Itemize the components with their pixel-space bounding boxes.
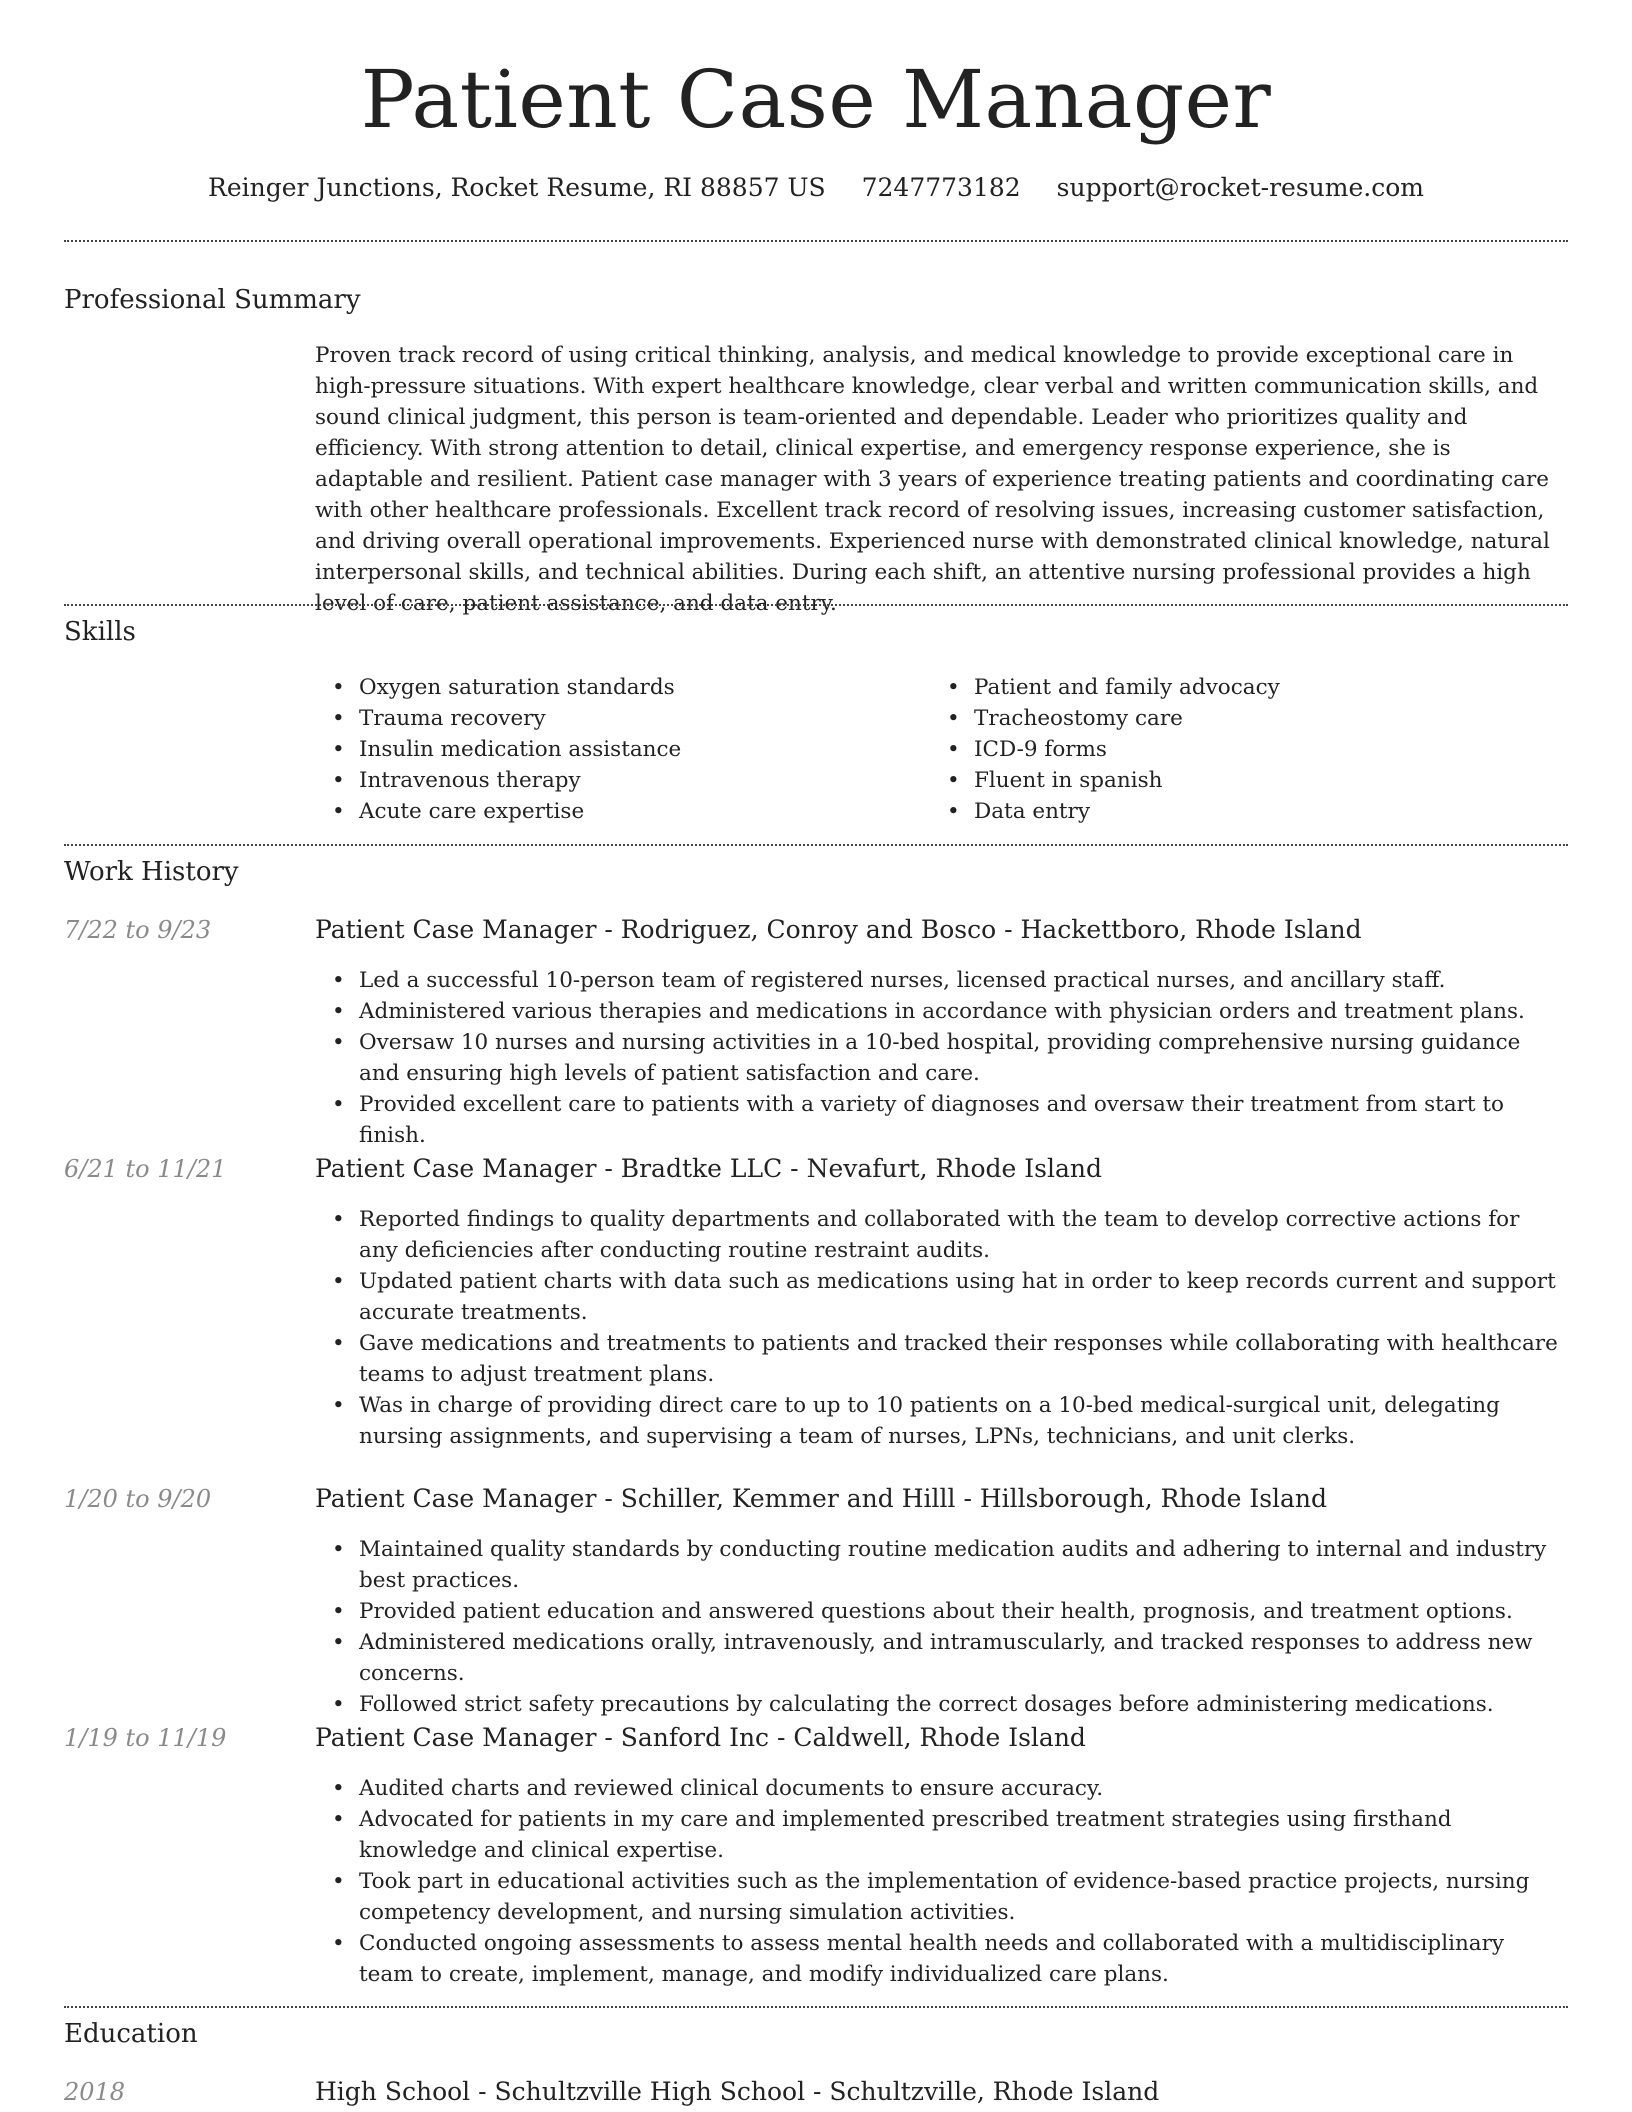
skills-heading: Skills — [64, 617, 136, 647]
skill-item: • Intravenous therapy — [315, 765, 915, 796]
skills-list-left — [315, 672, 915, 827]
skill-item: • Insulin medication assistance — [315, 734, 915, 765]
skill-item: • Tracheostomy care — [930, 703, 1550, 734]
summary-heading: Professional Summary — [64, 285, 361, 315]
job-bullet: • Provided excellent care to patients with a variety of diagnoses and oversaw their treatment from start to finish. — [315, 1089, 1565, 1151]
job-title: Patient Case Manager - Schiller, Kemmer and Hilll - Hillsborough, Rhode Island — [315, 1484, 1328, 1513]
job-title: Patient Case Manager - Rodriguez, Conroy and Bosco - Hackettboro, Rhode Island — [315, 915, 1362, 944]
job-title: Patient Case Manager - Sanford Inc - Caldwell, Rhode Island — [315, 1723, 1086, 1752]
job-bullets — [315, 1204, 1565, 1452]
section-divider — [64, 604, 1568, 606]
job-dates: 1/20 to 9/20 — [64, 1485, 212, 1513]
skill-item: • Patient and family advocacy — [930, 672, 1550, 703]
job-bullet: • Gave medications and treatments to patients and tracked their responses while collaborating with healthcare teams to adjust treatment plans. — [315, 1328, 1565, 1390]
skill-item: • Fluent in spanish — [930, 765, 1550, 796]
job-bullet: • Conducted ongoing assessments to assess mental health needs and collaborated with a multidisciplinary team to create, implement, manage, and modify individualized care plans. — [315, 1928, 1565, 1990]
job-title: Patient Case Manager - Bradtke LLC - Nevafurt, Rhode Island — [315, 1154, 1102, 1183]
skill-item: • Data entry — [930, 796, 1550, 827]
skill-item: • ICD-9 forms — [930, 734, 1550, 765]
job-dates: 1/19 to 11/19 — [64, 1724, 227, 1752]
job-bullet: • Was in charge of providing direct care to up to 10 patients on a 10-bed medical-surgical unit, delegating nursing assignments, and supervising a team of nurses, LPNs, technicians, and unit clerks. — [315, 1390, 1565, 1452]
job-bullet: • Oversaw 10 nurses and nursing activities in a 10-bed hospital, providing comprehensive nursing guidance and ensuring high levels of patient satisfaction and care. — [315, 1027, 1565, 1089]
education-year: 2018 — [64, 2078, 126, 2106]
job-bullets — [315, 965, 1565, 1151]
job-bullet: • Maintained quality standards by conducting routine medication audits and adhering to internal and industry best practices. — [315, 1534, 1565, 1596]
job-bullet: • Administered medications orally, intravenously, and intramuscularly, and tracked responses to address new concerns. — [315, 1627, 1565, 1689]
section-divider — [64, 2006, 1568, 2008]
contact-phone: 7247773182 — [861, 173, 1021, 202]
job-bullet: • Followed strict safety precautions by calculating the correct dosages before administering medications. — [315, 1689, 1565, 1720]
job-bullet: • Administered various therapies and medications in accordance with physician orders and treatment plans. — [315, 996, 1565, 1027]
skill-item: • Trauma recovery — [315, 703, 915, 734]
job-bullet: • Reported findings to quality departments and collaborated with the team to develop corrective actions for any deficiencies after conducting routine restraint audits. — [315, 1204, 1565, 1266]
section-divider — [64, 240, 1568, 242]
contact-address: Reinger Junctions, Rocket Resume, RI 88857 US — [208, 173, 826, 202]
job-bullet: • Audited charts and reviewed clinical documents to ensure accuracy. — [315, 1773, 1565, 1804]
job-bullet: • Updated patient charts with data such as medications using hat in order to keep records current and support accurate treatments. — [315, 1266, 1565, 1328]
skill-item: • Oxygen saturation standards — [315, 672, 915, 703]
work-history-heading: Work History — [64, 857, 239, 887]
candidate-name: Patient Case Manager — [360, 53, 1272, 146]
job-bullet: • Led a successful 10-person team of registered nurses, licensed practical nurses, and ancillary staff. — [315, 965, 1565, 996]
education-heading: Education — [64, 2019, 198, 2049]
contact-line — [0, 170, 1632, 206]
job-dates: 6/21 to 11/21 — [64, 1155, 227, 1183]
job-bullet: • Took part in educational activities such as the implementation of evidence-based practice projects, nursing competency development, and nursing simulation activities. — [315, 1866, 1565, 1928]
job-bullets — [315, 1773, 1565, 1990]
skills-list-right — [930, 672, 1550, 827]
job-dates: 7/22 to 9/23 — [64, 916, 212, 944]
contact-email: support@rocket-resume.com — [1056, 173, 1424, 202]
section-divider — [64, 844, 1568, 846]
education-title: High School - Schultzville High School - Schultzville, Rhode Island — [315, 2077, 1160, 2106]
job-bullets — [315, 1534, 1565, 1720]
job-bullet: • Advocated for patients in my care and implemented prescribed treatment strategies using firsthand knowledge and clinical expertise. — [315, 1804, 1565, 1866]
job-bullet: • Provided patient education and answered questions about their health, prognosis, and treatment options. — [315, 1596, 1565, 1627]
skill-item: • Acute care expertise — [315, 796, 915, 827]
summary-text: Proven track record of using critical thinking, analysis, and medical knowledge to provide exceptional care in high-pressure situations. With expert healthcare knowledge, clear verbal and written communication skills, and sound clinical judgment, this person is team-oriented and dependable. Leader who prioritizes quality and efficiency. With strong attention to detail, clinical expertise, and emergency response experience, she is adaptable and resilient. Patient case manager with 3 years of experience treating patients and coordinating care with other healthcare professionals. Excellent track record of resolving issues, increasing customer satisfaction, and driving overall operational improvements. Experienced nurse with demonstrated clinical knowledge, natural interpersonal skills, and technical abilities. During each shift, an attentive nursing professional provides a high level of care, patient assistance, and data entry. — [315, 343, 1550, 616]
